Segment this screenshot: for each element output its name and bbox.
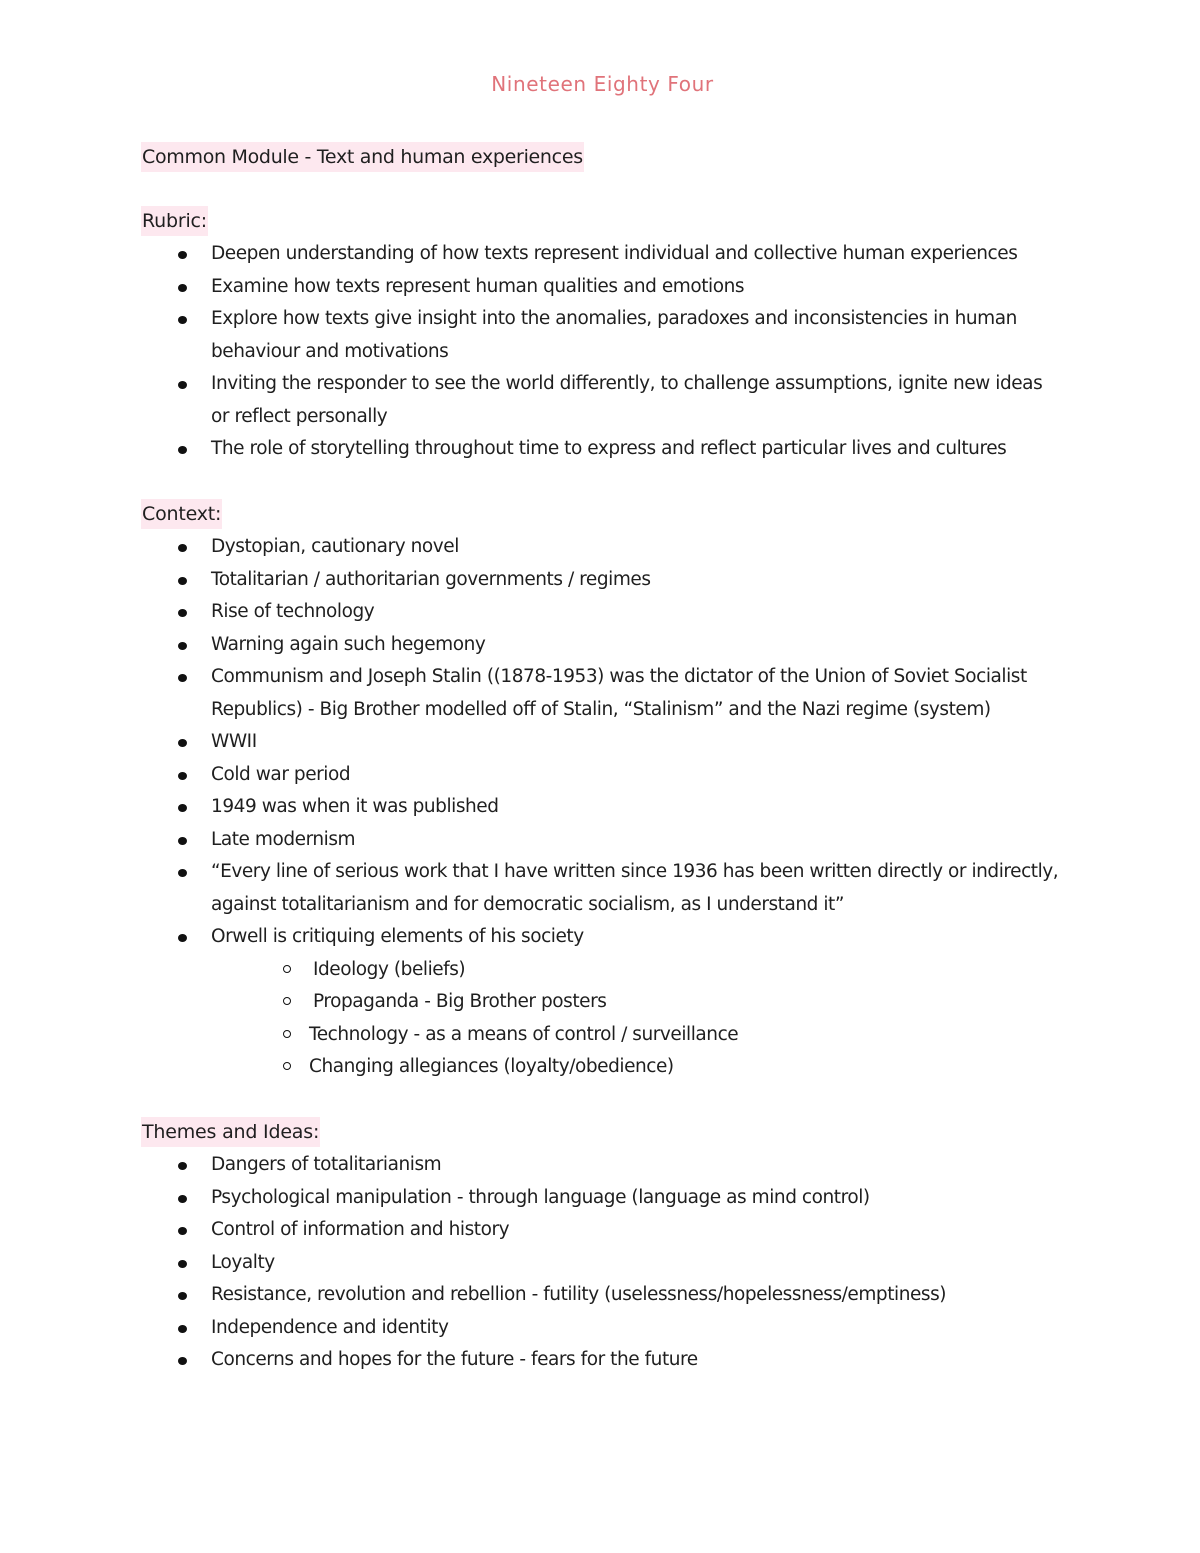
hollow-bullet-icon (283, 1062, 291, 1070)
bullet-icon (178, 739, 187, 747)
sub-list-item: Technology - as a means of control / surveillance (141, 1019, 1061, 1052)
sub-list-item: Ideology (beliefs) (141, 954, 1061, 987)
bullet-icon (178, 674, 187, 682)
rubric-heading: Rubric: (141, 206, 208, 236)
list-item: “Every line of serious work that I have written since 1936 has been written directly or indirectly, against totalitarianism and for democratic socialism, as I understand it” (141, 856, 1061, 921)
list-item: Loyalty (141, 1247, 1061, 1280)
hollow-bullet-icon (283, 965, 291, 973)
bullet-icon (178, 1162, 187, 1170)
list-item: Dystopian, cautionary novel (141, 531, 1061, 564)
document-title: Nineteen Eighty Four (491, 72, 714, 96)
bullet-icon (178, 642, 187, 650)
module-heading: Common Module - Text and human experiences (141, 142, 584, 172)
hollow-bullet-icon (283, 997, 291, 1005)
bullet-icon (178, 1325, 187, 1333)
bullet-icon (178, 381, 187, 389)
bullet-icon (178, 869, 187, 877)
context-heading: Context: (141, 499, 222, 529)
list-item: Concerns and hopes for the future - fears for the future (141, 1344, 1061, 1377)
bullet-icon (178, 772, 187, 780)
list-item: Independence and identity (141, 1312, 1061, 1345)
bullet-icon (178, 837, 187, 845)
bullet-icon (178, 284, 187, 292)
bullet-icon (178, 316, 187, 324)
hollow-bullet-icon (283, 1030, 291, 1038)
list-item: WWII (141, 726, 1061, 759)
bullet-icon (178, 1227, 187, 1235)
context-section (141, 499, 1061, 1084)
bullet-icon (178, 577, 187, 585)
list-item: Totalitarian / authoritarian governments / regimes (141, 564, 1061, 597)
list-item: Resistance, revolution and rebellion - futility (uselessness/hopelessness/emptiness) (141, 1279, 1061, 1312)
rubric-list (141, 238, 1061, 466)
bullet-icon (178, 934, 187, 942)
bullet-icon (178, 609, 187, 617)
bullet-icon (178, 446, 187, 454)
bullet-icon (178, 251, 187, 259)
list-item: Deepen understanding of how texts represent individual and collective human experiences (141, 238, 1061, 271)
list-item: Late modernism (141, 824, 1061, 857)
list-item: Cold war period (141, 759, 1061, 792)
list-item: Dangers of totalitarianism (141, 1149, 1061, 1182)
themes-section (141, 1117, 1061, 1377)
bullet-icon (178, 1195, 187, 1203)
list-item: The role of storytelling throughout time to express and reflect particular lives and cultures (141, 433, 1061, 466)
bullet-icon (178, 804, 187, 812)
context-list (141, 531, 1061, 1084)
sub-list-item: Changing allegiances (loyalty/obedience) (141, 1051, 1061, 1084)
list-item: Examine how texts represent human qualities and emotions (141, 271, 1061, 304)
list-item: Communism and Joseph Stalin ((1878-1953) was the dictator of the Union of Soviet Socialist Republics) - Big Brother modelled off of Stalin, “Stalinism” and the Nazi regime (system) (141, 661, 1061, 726)
rubric-section (141, 206, 1061, 466)
context-sublist (211, 954, 1061, 1084)
list-item: Inviting the responder to see the world differently, to challenge assumptions, ignite new ideas or reflect personally (141, 368, 1061, 433)
bullet-icon (178, 1357, 187, 1365)
themes-heading: Themes and Ideas: (141, 1117, 320, 1147)
list-item: Explore how texts give insight into the anomalies, paradoxes and inconsistencies in human behaviour and motivations (141, 303, 1061, 368)
list-item: Rise of technology (141, 596, 1061, 629)
bullet-icon (178, 1292, 187, 1300)
list-item: Control of information and history (141, 1214, 1061, 1247)
bullet-icon (178, 544, 187, 552)
list-item: 1949 was when it was published (141, 791, 1061, 824)
themes-list (141, 1149, 1061, 1377)
list-item: Orwell is critiquing elements of his society Ideology (beliefs) Propaganda - Big Brother posters Technology - as a means of control / surveillance Changing allegiances (loyalty/obedience) (141, 921, 1061, 1084)
list-item: Warning again such hegemony (141, 629, 1061, 662)
bullet-icon (178, 1260, 187, 1268)
sub-list-item: Propaganda - Big Brother posters (141, 986, 1061, 1019)
list-item: Psychological manipulation - through language (language as mind control) (141, 1182, 1061, 1215)
